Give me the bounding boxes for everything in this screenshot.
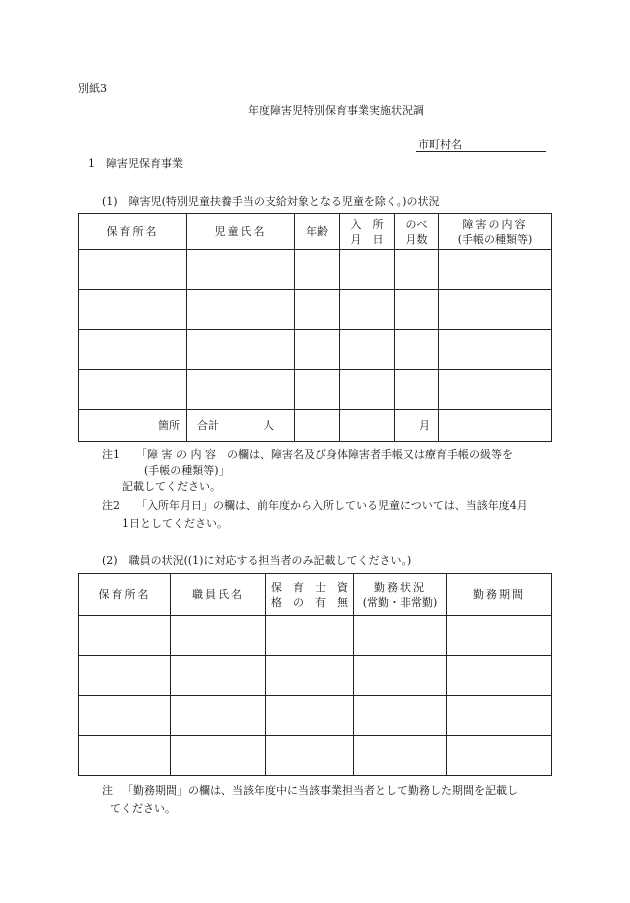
table-row [79, 290, 552, 330]
table-cell[interactable] [439, 370, 552, 410]
table-cell[interactable] [79, 330, 187, 370]
months-unit: 月 [419, 419, 430, 432]
table-cell[interactable] [395, 370, 439, 410]
table-cell[interactable] [266, 616, 354, 656]
total-places-cell[interactable] [79, 410, 187, 442]
table-cell[interactable] [340, 410, 395, 442]
table-row [79, 370, 552, 410]
header-admission-line1: 入 所 [350, 217, 384, 231]
header-status-line1: 勤務状況 [374, 580, 426, 594]
table-cell[interactable] [79, 250, 187, 290]
table-cell[interactable] [295, 370, 340, 410]
table-cell[interactable] [187, 330, 295, 370]
table-cell[interactable] [447, 696, 552, 736]
table-cell[interactable] [171, 656, 266, 696]
header-nursery-name: 保育所名 [79, 214, 187, 250]
places-unit: 箇所 [158, 419, 180, 432]
table-cell[interactable] [295, 290, 340, 330]
table1-header-row [79, 214, 552, 250]
table-cell[interactable] [447, 736, 552, 776]
note2-line2: 1日としてください。 [122, 517, 228, 530]
table-cell[interactable] [266, 656, 354, 696]
header-total-line2: 月数 [405, 232, 428, 246]
staff-table [78, 573, 552, 776]
table-cell[interactable] [340, 290, 395, 330]
subsection1-heading: (1) 障害児(特別児童扶養手当の支給対象となる児童を除く。)の状況 [102, 195, 440, 208]
table-cell[interactable] [266, 696, 354, 736]
table-cell[interactable] [340, 370, 395, 410]
table-cell[interactable] [171, 616, 266, 656]
note1-line2: (手帳の種類等)」 [144, 464, 230, 477]
table-cell[interactable] [354, 656, 447, 696]
table2-header-row [79, 574, 552, 616]
table-cell[interactable] [354, 736, 447, 776]
sum-label: 合計 [197, 419, 219, 432]
header-work-status [354, 574, 447, 616]
table-cell[interactable] [187, 290, 295, 330]
table-cell[interactable] [439, 410, 552, 442]
table-cell[interactable] [171, 736, 266, 776]
table-cell[interactable] [295, 330, 340, 370]
note1-marker: 注1 [102, 448, 120, 461]
table-row [79, 250, 552, 290]
table-cell[interactable] [79, 696, 171, 736]
note3-line2: てください。 [110, 802, 176, 815]
attachment-label: 別紙3 [78, 82, 107, 95]
table-cell[interactable] [439, 330, 552, 370]
table-cell[interactable] [395, 330, 439, 370]
table-cell[interactable] [79, 290, 187, 330]
header-qualification-line2: 格 の 有 無 [271, 595, 348, 609]
disabled-children-table [78, 213, 552, 442]
table-cell[interactable] [295, 410, 340, 442]
table-cell[interactable] [187, 250, 295, 290]
header-work-period: 勤務期間 [447, 574, 552, 616]
table-cell[interactable] [354, 696, 447, 736]
municipality-label: 市町村名 [418, 138, 462, 151]
municipality-underline [416, 151, 546, 152]
header-admission-line2: 月 日 [350, 232, 384, 246]
table-cell[interactable] [340, 330, 395, 370]
header-total-months [395, 214, 439, 250]
table-row [79, 330, 552, 370]
table-row [79, 696, 552, 736]
table1-totals-row [79, 410, 552, 442]
header-status-line2: (常勤・非常勤) [362, 595, 438, 609]
table-cell[interactable] [439, 290, 552, 330]
table-cell[interactable] [447, 656, 552, 696]
table-cell[interactable] [79, 656, 171, 696]
note3-marker: 注 [102, 784, 113, 797]
header-disability-line2: (手帳の種類等) [457, 232, 533, 246]
subsection2-heading: (2) 職員の状況((1)に対応する担当者のみ記載してください。) [102, 554, 412, 567]
table-row [79, 736, 552, 776]
persons-unit: 人 [263, 419, 274, 432]
header-admission-date [340, 214, 395, 250]
note3-line1: 「勤務期間」の欄は、当該年度中に当該事業担当者として勤務した期間を記載し [122, 784, 518, 797]
total-months-cell[interactable] [395, 410, 439, 442]
note1-line1: 「障 害 の 内 容 の欄は、障害名及び身体障害者手帳又は療育手帳の級等を [136, 448, 513, 461]
header-staff-name: 職員氏名 [171, 574, 266, 616]
table-row [79, 656, 552, 696]
section1-heading: 1 障害児保育事業 [88, 157, 183, 170]
header-disability-line1: 障害の内容 [462, 217, 528, 231]
table-cell[interactable] [354, 616, 447, 656]
table-cell[interactable] [187, 370, 295, 410]
header-qualification [266, 574, 354, 616]
note2-line1: 「入所年月日」の欄は、前年度から入所している児童については、当該年度4月 [136, 499, 528, 512]
table-cell[interactable] [295, 250, 340, 290]
note2-marker: 注2 [102, 499, 120, 512]
table-cell[interactable] [447, 616, 552, 656]
table-cell[interactable] [171, 696, 266, 736]
header-qualification-line1: 保 育 士 資 [271, 580, 348, 594]
table-cell[interactable] [340, 250, 395, 290]
note1-line3: 記載してください。 [122, 480, 221, 493]
table-cell[interactable] [395, 290, 439, 330]
table-cell[interactable] [79, 736, 171, 776]
table-cell[interactable] [266, 736, 354, 776]
table-cell[interactable] [79, 616, 171, 656]
header-total-line1: のべ [405, 217, 428, 231]
table-cell[interactable] [395, 250, 439, 290]
table-cell[interactable] [79, 370, 187, 410]
document-title: 年度障害児特別保育事業実施状況調 [248, 104, 424, 117]
header-disability [439, 214, 552, 250]
table-row [79, 616, 552, 656]
total-persons-cell[interactable] [187, 410, 295, 442]
header-child-name: 児童氏名 [187, 214, 295, 250]
header-age: 年齢 [295, 214, 340, 250]
table-cell[interactable] [439, 250, 552, 290]
header-nursery-name: 保育所名 [79, 574, 171, 616]
